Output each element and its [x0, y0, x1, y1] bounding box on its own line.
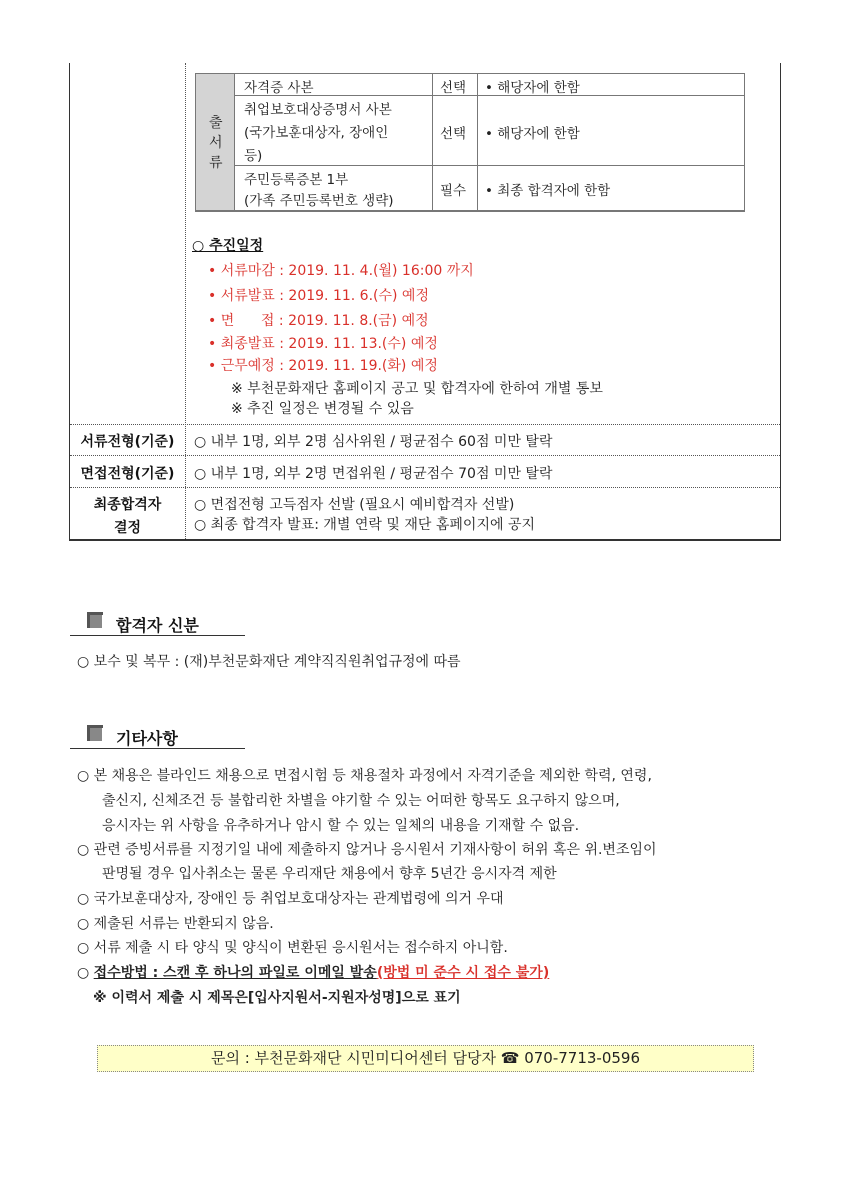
contact-text: 문의 : 부천문화재단 시민미디어센터 담당자: [210, 1049, 496, 1067]
doc-required: 선택: [440, 126, 467, 142]
stage-text-final-1: ○ 면접전형 고득점자 선발 (필요시 예비합격자 선발): [194, 497, 515, 513]
doc-required: 필수: [440, 183, 467, 199]
section-bullet-icon-edge: [87, 612, 103, 615]
etc-item-cont: 응시자는 위 사항을 유추하거나 암시 할 수 있는 일체의 내용을 기재할 수 없음.: [102, 818, 580, 834]
stage-text-final-2: ○ 최종 합격자 발표: 개별 연락 및 재단 홈페이지에 공지: [194, 517, 535, 533]
contact-box: [97, 1045, 754, 1072]
submission-method-prefix: ○: [77, 965, 94, 981]
doc-note: • 해당자에 한함: [485, 80, 580, 96]
schedule-title: ○ 추진일정: [192, 238, 264, 254]
schedule-item: • 면 접 : 2019. 11. 8.(금) 예정: [208, 313, 429, 329]
stage-label-interview: 면접전형(기준): [80, 466, 175, 482]
stage-label-document: 서류전형(기준): [80, 434, 175, 450]
status-section-title: 합격자 신분: [116, 616, 199, 635]
schedule-item: • 서류마감 : 2019. 11. 4.(월) 16:00 까지: [208, 263, 474, 279]
row-divider: [70, 455, 780, 456]
etc-item: ○ 본 채용은 블라인드 채용으로 면접시험 등 채용절차 과정에서 자격기준을 제외한 학력, 연령,: [77, 768, 652, 784]
doc-name: 취업보호대상증명서 사본: [244, 102, 392, 118]
etc-item-cont: 출신지, 신체조건 등 불합리한 차별을 야기할 수 있는 어떠한 항목도 요구하지 않으며,: [102, 793, 620, 809]
doc-note: • 해당자에 한함: [485, 126, 580, 142]
submission-method-text: 접수방법 : 스캔 후 하나의 파일로 이메일 발송: [93, 965, 377, 981]
doc-name: 자격증 사본: [244, 80, 314, 96]
status-section-text: ○ 보수 및 복무 : (재)부천문화재단 계약직직원취업규정에 따름: [77, 654, 461, 670]
stage-text-interview: ○ 내부 1명, 외부 2명 면접위원 / 평균점수 70점 미만 탈락: [194, 466, 553, 482]
stage-text-document: ○ 내부 1명, 외부 2명 심사위원 / 평균점수 60점 미만 탈락: [194, 434, 553, 450]
section-bullet-icon: [90, 615, 102, 628]
stage-label-final-line2: 결정: [113, 520, 142, 536]
submission-documents-table: [195, 73, 745, 212]
doc-name: 주민등록증본 1부: [244, 172, 349, 188]
doc-name: (국가보훈대상자, 장애인: [244, 125, 389, 141]
doc-required: 선택: [440, 80, 467, 96]
status-section-header: [70, 608, 245, 636]
submission-method-warning: (방법 미 준수 시 접수 불가): [376, 965, 550, 981]
etc-item-cont: 판명될 경우 입사취소는 물론 우리재단 채용에서 향후 5년간 응시자격 제한: [102, 866, 557, 882]
etc-item: ○ 국가보훈대상자, 장애인 등 취업보호대상자는 관계법령에 의거 우대: [77, 891, 504, 907]
doc-name: (가족 주민등록번호 생략): [244, 193, 394, 209]
etc-item: ○ 서류 제출 시 타 양식 및 양식이 변환된 응시원서는 접수하지 아니함.: [77, 940, 508, 956]
row-divider: [70, 487, 780, 488]
etc-section-title: 기타사항: [116, 729, 178, 748]
schedule-note: ※ 부천문화재단 홈페이지 공고 및 합격자에 한하여 개별 통보: [231, 381, 603, 397]
documents-side-label: 출 서 류: [196, 74, 235, 210]
schedule-item: • 근무예정 : 2019. 11. 19.(화) 예정: [208, 358, 438, 374]
doc-name: 등): [244, 148, 263, 164]
schedule-item: • 최종발표 : 2019. 11. 13.(수) 예정: [208, 336, 438, 352]
section-bullet-icon: [90, 728, 102, 741]
section-bullet-icon-edge: [87, 725, 103, 728]
etc-section-header: [70, 721, 245, 749]
phone-icon: ☎: [500, 1049, 520, 1067]
etc-item: ○ 관련 증빙서류를 지정기일 내에 제출하지 않거나 응시원서 기재사항이 허위 혹은 위.변조임이: [77, 842, 657, 858]
column-divider: [185, 63, 186, 539]
contact-phone: 070-7713-0596: [524, 1049, 640, 1067]
doc-row-divider: [234, 165, 744, 166]
etc-item: ○ 제출된 서류는 반환되지 않음.: [77, 916, 274, 932]
schedule-item: • 서류발표 : 2019. 11. 6.(수) 예정: [208, 288, 429, 304]
schedule-note: ※ 추진 일정은 변경될 수 있음: [231, 401, 414, 417]
submission-method: [77, 962, 549, 982]
row-divider: [70, 424, 780, 425]
resume-title-note: ※ 이력서 제출 시 제목은[입사지원서-지원자성명]으로 표기: [93, 990, 461, 1006]
doc-note: • 최종 합격자에 한함: [485, 183, 611, 199]
stage-label-final-line1: 최종합격자: [93, 497, 162, 513]
